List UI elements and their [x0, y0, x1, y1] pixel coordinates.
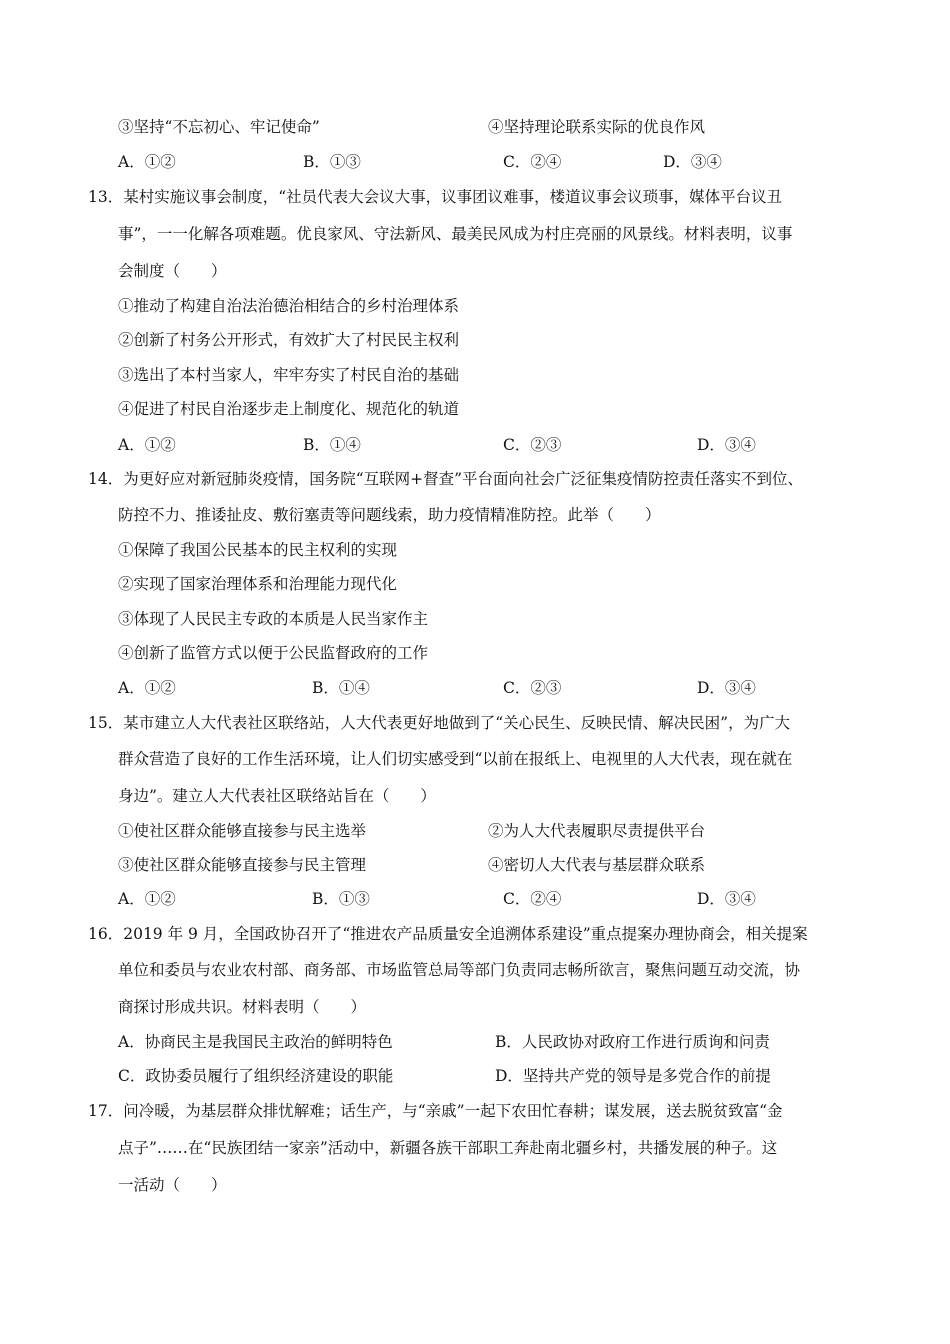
q15-statement-4: ④密切人大代表与基层群众联系 [488, 856, 706, 874]
q13-option-d: D．③④ [697, 436, 756, 454]
q13-statement-2: ②创新了村务公开形式，有效扩大了村民民主权利 [118, 331, 460, 349]
q17-stem-line-2: 点子”……在“民族团结一家亲”活动中，新疆各族干部职工奔赴南北疆乡村，共播发展的种子。这 [118, 1139, 778, 1157]
q14-stem-line-1: 14．为更好应对新冠肺炎疫情，国务院“互联网+督查”平台面向社会广泛征集疫情防控责任落实不到位、 [88, 470, 804, 488]
q13-option-a: A．①② [118, 436, 176, 454]
q12-option-d: D．③④ [663, 153, 722, 171]
q12-option-a: A．①② [118, 153, 176, 171]
q15-statement-3: ③使社区群众能够直接参与民主管理 [118, 856, 367, 874]
q12-statement-4: ④坚持理论联系实际的优良作风 [488, 118, 706, 136]
q15-option-d: D．③④ [697, 890, 756, 908]
q14-option-c: C．②③ [503, 679, 562, 697]
q16-option-c: C．政协委员履行了组织经济建设的职能 [118, 1067, 394, 1085]
q16-option-b: B．人民政协对政府工作进行质询和问责 [495, 1033, 770, 1051]
q17-stem-line-3: 一活动（ ） [118, 1176, 227, 1194]
q14-statement-1: ①保障了我国公民基本的民主权利的实现 [118, 541, 398, 559]
q16-option-d: D．坚持共产党的领导是多党合作的前提 [495, 1067, 771, 1085]
q14-option-b: B．①④ [312, 679, 370, 697]
q15-option-b: B．①③ [312, 890, 370, 908]
q17-stem-line-1: 17．问冷暖，为基层群众排忧解难；话生产，与“亲戚”一起下农田忙春耕；谋发展，送去脱贫致富“金 [88, 1102, 783, 1120]
q15-statement-2: ②为人大代表履职尽责提供平台 [488, 822, 706, 840]
q12-option-b: B．①③ [303, 153, 361, 171]
q16-stem-line-2: 单位和委员与农业农村部、商务部、市场监管总局等部门负责同志畅所欲言，聚焦问题互动交流，协 [118, 961, 801, 979]
q14-statement-4: ④创新了监管方式以便于公民监督政府的工作 [118, 644, 429, 662]
q13-statement-3: ③选出了本村当家人，牢牢夯实了村民自治的基础 [118, 366, 460, 384]
q13-stem-line-3: 会制度（ ） [118, 262, 227, 280]
q13-stem-line-1: 13．某村实施议事会制度，“社员代表大会议大事，议事团议难事，楼道议事会议琐事，媒体平台议丑 [88, 188, 783, 206]
q15-option-a: A．①② [118, 890, 176, 908]
q14-statement-2: ②实现了国家治理体系和治理能力现代化 [118, 575, 398, 593]
q13-option-b: B．①④ [303, 436, 361, 454]
q16-stem-line-1: 16．2019 年 9 月，全国政协召开了“推进农产品质量安全追溯体系建设”重点提案办理协商会，相关提案 [88, 925, 808, 943]
q12-statement-3: ③坚持“不忘初心、牢记使命” [118, 118, 320, 136]
q15-stem-line-1: 15．某市建立人大代表社区联络站，人大代表更好地做到了“关心民生、反映民情、解决民困”，为广大 [88, 714, 791, 732]
q14-stem-line-2: 防控不力、推诿扯皮、敷衍塞责等问题线索，助力疫情精准防控。此举（ ） [118, 506, 661, 524]
q12-option-c: C．②④ [503, 153, 562, 171]
q13-statement-1: ①推动了构建自治法治德治相结合的乡村治理体系 [118, 297, 460, 315]
q15-option-c: C．②④ [503, 890, 562, 908]
q13-statement-4: ④促进了村民自治逐步走上制度化、规范化的轨道 [118, 400, 460, 418]
q14-option-d: D．③④ [697, 679, 756, 697]
q14-statement-3: ③体现了人民民主专政的本质是人民当家作主 [118, 610, 429, 628]
q13-option-c: C．②③ [503, 436, 562, 454]
q16-option-a: A．协商民主是我国民主政治的鲜明特色 [118, 1033, 393, 1051]
q13-stem-line-2: 事”，一一化解各项难题。优良家风、守法新风、最美民风成为村庄亮丽的风景线。材料表明，议事 [118, 225, 793, 243]
q15-stem-line-3: 身边”。建立人大代表社区联络站旨在（ ） [118, 787, 436, 805]
q15-statement-1: ①使社区群众能够直接参与民主选举 [118, 822, 367, 840]
q16-stem-line-3: 商探讨形成共识。材料表明（ ） [118, 998, 367, 1016]
q15-stem-line-2: 群众营造了良好的工作生活环境，让人们切实感受到“以前在报纸上、电视里的人大代表，现在就在 [118, 750, 793, 768]
q14-option-a: A．①② [118, 679, 176, 697]
